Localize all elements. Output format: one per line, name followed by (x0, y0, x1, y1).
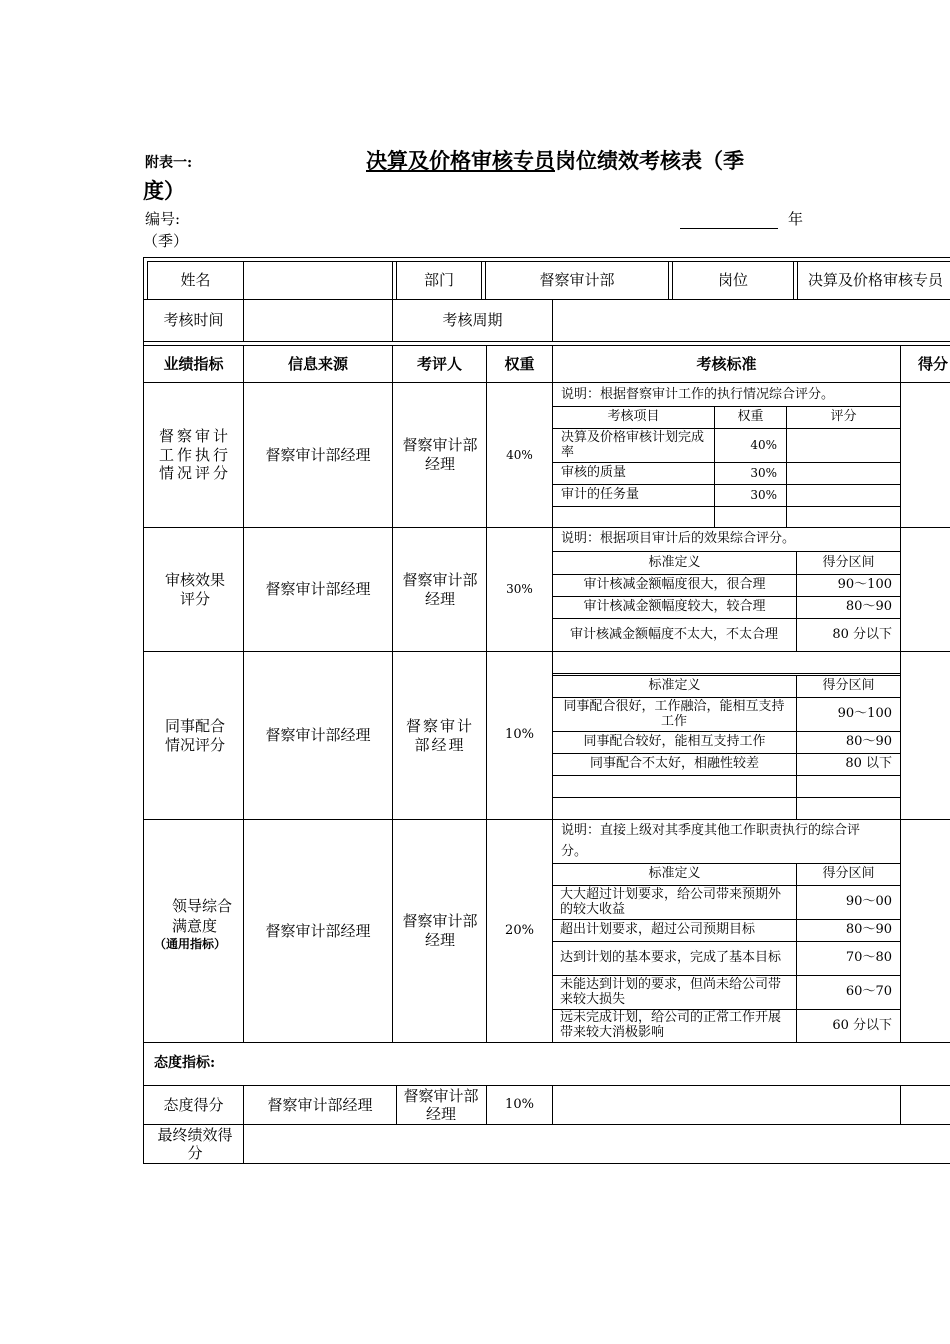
s3-row-def: 同事配合很好，工作融洽，能相互支持工作 (563, 698, 785, 729)
s1-head-weight: 权重 (737, 409, 764, 425)
s4-indicator-main: 领导综合满意度 (172, 897, 233, 935)
s1-head-item: 考核项目 (607, 409, 660, 425)
s1-source: 督察审计部经理 (265, 445, 371, 464)
s4-reviewer: 督察审计部经理 (402, 912, 478, 949)
name-value[interactable] (244, 262, 392, 299)
s1-indicator: 督察审计工作执行情况评分 (158, 426, 231, 483)
s2-head-range: 得分区间 (822, 554, 875, 570)
s2-row-def: 审计核减金额幅度不太大，不太合理 (569, 626, 778, 642)
s1-row-item: 审计的任务量 (561, 487, 640, 503)
col-reviewer: 考评人 (416, 354, 462, 373)
post-value: 决算及价格审核专员 (808, 271, 944, 290)
s2-reviewer: 督察审计部经理 (402, 570, 478, 608)
s1-row-weight: 30% (750, 466, 777, 480)
s1-row-weight: 30% (750, 488, 777, 502)
year-label: 年 (788, 210, 804, 228)
s4-indicator-sub: （通用指标） (154, 937, 227, 951)
s3-indicator: 同事配合情况评分 (164, 716, 225, 754)
s2-row-def: 审计核减金额幅度较大，较合理 (583, 599, 766, 615)
s3-reviewer: 督察审计部经理 (405, 716, 474, 754)
s2-head-def: 标准定义 (648, 554, 701, 570)
s3-row-def: 同事配合较好，能相互支持工作 (583, 734, 766, 750)
col-indicator: 业绩指标 (163, 354, 224, 373)
dept-value: 督察审计部 (539, 271, 615, 290)
s2-weight: 30% (506, 582, 533, 596)
s4-weight: 20% (505, 922, 534, 938)
name-label: 姓名 (180, 271, 211, 290)
attitude-header: 态度指标: (154, 1055, 216, 1072)
s4-row-def: 远未完成计划，给公司的正常工作开展带来较大消极影响 (560, 1010, 782, 1040)
s2-indicator: 审核效果评分 (164, 570, 225, 608)
post-label: 岗位 (717, 271, 748, 290)
s4-head-range: 得分区间 (822, 866, 875, 882)
page-title-continued: 度） (143, 178, 185, 203)
s2-row-range: 80～90 (845, 599, 892, 615)
s4-row-range: 80～90 (845, 922, 892, 938)
s3-row-def: 同事配合不太好，相融性较差 (589, 756, 759, 772)
quarter-label: （季） (143, 232, 189, 250)
s4-row-def: 超出计划要求，超过公司预期目标 (560, 922, 756, 938)
s4-row-range: 90～00 (845, 894, 892, 910)
col-source: 信息来源 (287, 354, 348, 373)
s3-head-def: 标准定义 (648, 678, 701, 694)
s4-note: 说明：直接上级对其季度其他工作职责执行的综合评分。 (561, 822, 861, 859)
period-label: 考核周期 (442, 311, 503, 330)
number-label: 编号: (145, 210, 181, 228)
attachment-label: 附表一: (145, 155, 193, 171)
col-weight: 权重 (504, 354, 535, 373)
attitude-source: 督察审计部经理 (267, 1095, 373, 1114)
s1-row-weight: 40% (750, 438, 777, 452)
col-score: 得分 (918, 354, 949, 373)
s1-row-item: 决算及价格审核计划完成率 (561, 429, 705, 460)
s4-row-range: 60～70 (845, 984, 892, 1000)
s2-row-range: 80 分以下 (832, 626, 892, 642)
final-label: 最终绩效得分 (157, 1126, 233, 1162)
title-underlined: 决算及价格审核专员 (366, 148, 555, 173)
s2-row-range: 90～100 (837, 577, 892, 593)
page-title (366, 145, 744, 175)
title-rest: 岗位绩效考核表（季 (555, 148, 744, 173)
s1-reviewer: 督察审计部经理 (402, 436, 478, 473)
s4-source: 督察审计部经理 (265, 921, 371, 940)
s2-row-def: 审计核减金额幅度很大，很合理 (583, 577, 766, 593)
s1-note: 说明：根据督察审计工作的执行情况综合评分。 (561, 386, 835, 402)
s2-note: 说明：根据项目审计后的效果综合评分。 (561, 530, 796, 546)
s3-row-range: 80～90 (845, 734, 892, 750)
s3-weight: 10% (505, 727, 534, 743)
s1-row-item: 审核的质量 (561, 465, 627, 481)
s1-weight: 40% (506, 447, 533, 462)
s4-row-range: 70～80 (845, 950, 892, 966)
s4-row-def: 达到计划的基本要求，完成了基本目标 (560, 950, 782, 966)
col-standard: 考核标准 (696, 354, 757, 373)
attitude-indicator: 态度得分 (163, 1095, 224, 1114)
s4-indicator (154, 897, 238, 952)
s2-source: 督察审计部经理 (265, 580, 371, 599)
attitude-weight: 10% (505, 1096, 534, 1112)
year-blank-line (680, 228, 778, 229)
s4-row-def: 大大超过计划要求，给公司带来预期外的较大收益 (560, 886, 782, 917)
s4-row-def: 未能达到计划的要求，但尚未给公司带来较大损失 (560, 976, 782, 1007)
s4-head-def: 标准定义 (648, 866, 701, 882)
s1-head-score: 评分 (830, 409, 857, 425)
s3-source: 督察审计部经理 (265, 726, 371, 745)
time-label: 考核时间 (163, 311, 224, 330)
s3-head-range: 得分区间 (822, 678, 875, 694)
s3-row-range: 90～100 (837, 706, 892, 722)
dept-label: 部门 (423, 271, 454, 290)
attitude-reviewer: 督察审计部经理 (403, 1087, 479, 1123)
s3-row-range: 80 以下 (845, 756, 892, 772)
s4-row-range: 60 分以下 (832, 1017, 892, 1033)
